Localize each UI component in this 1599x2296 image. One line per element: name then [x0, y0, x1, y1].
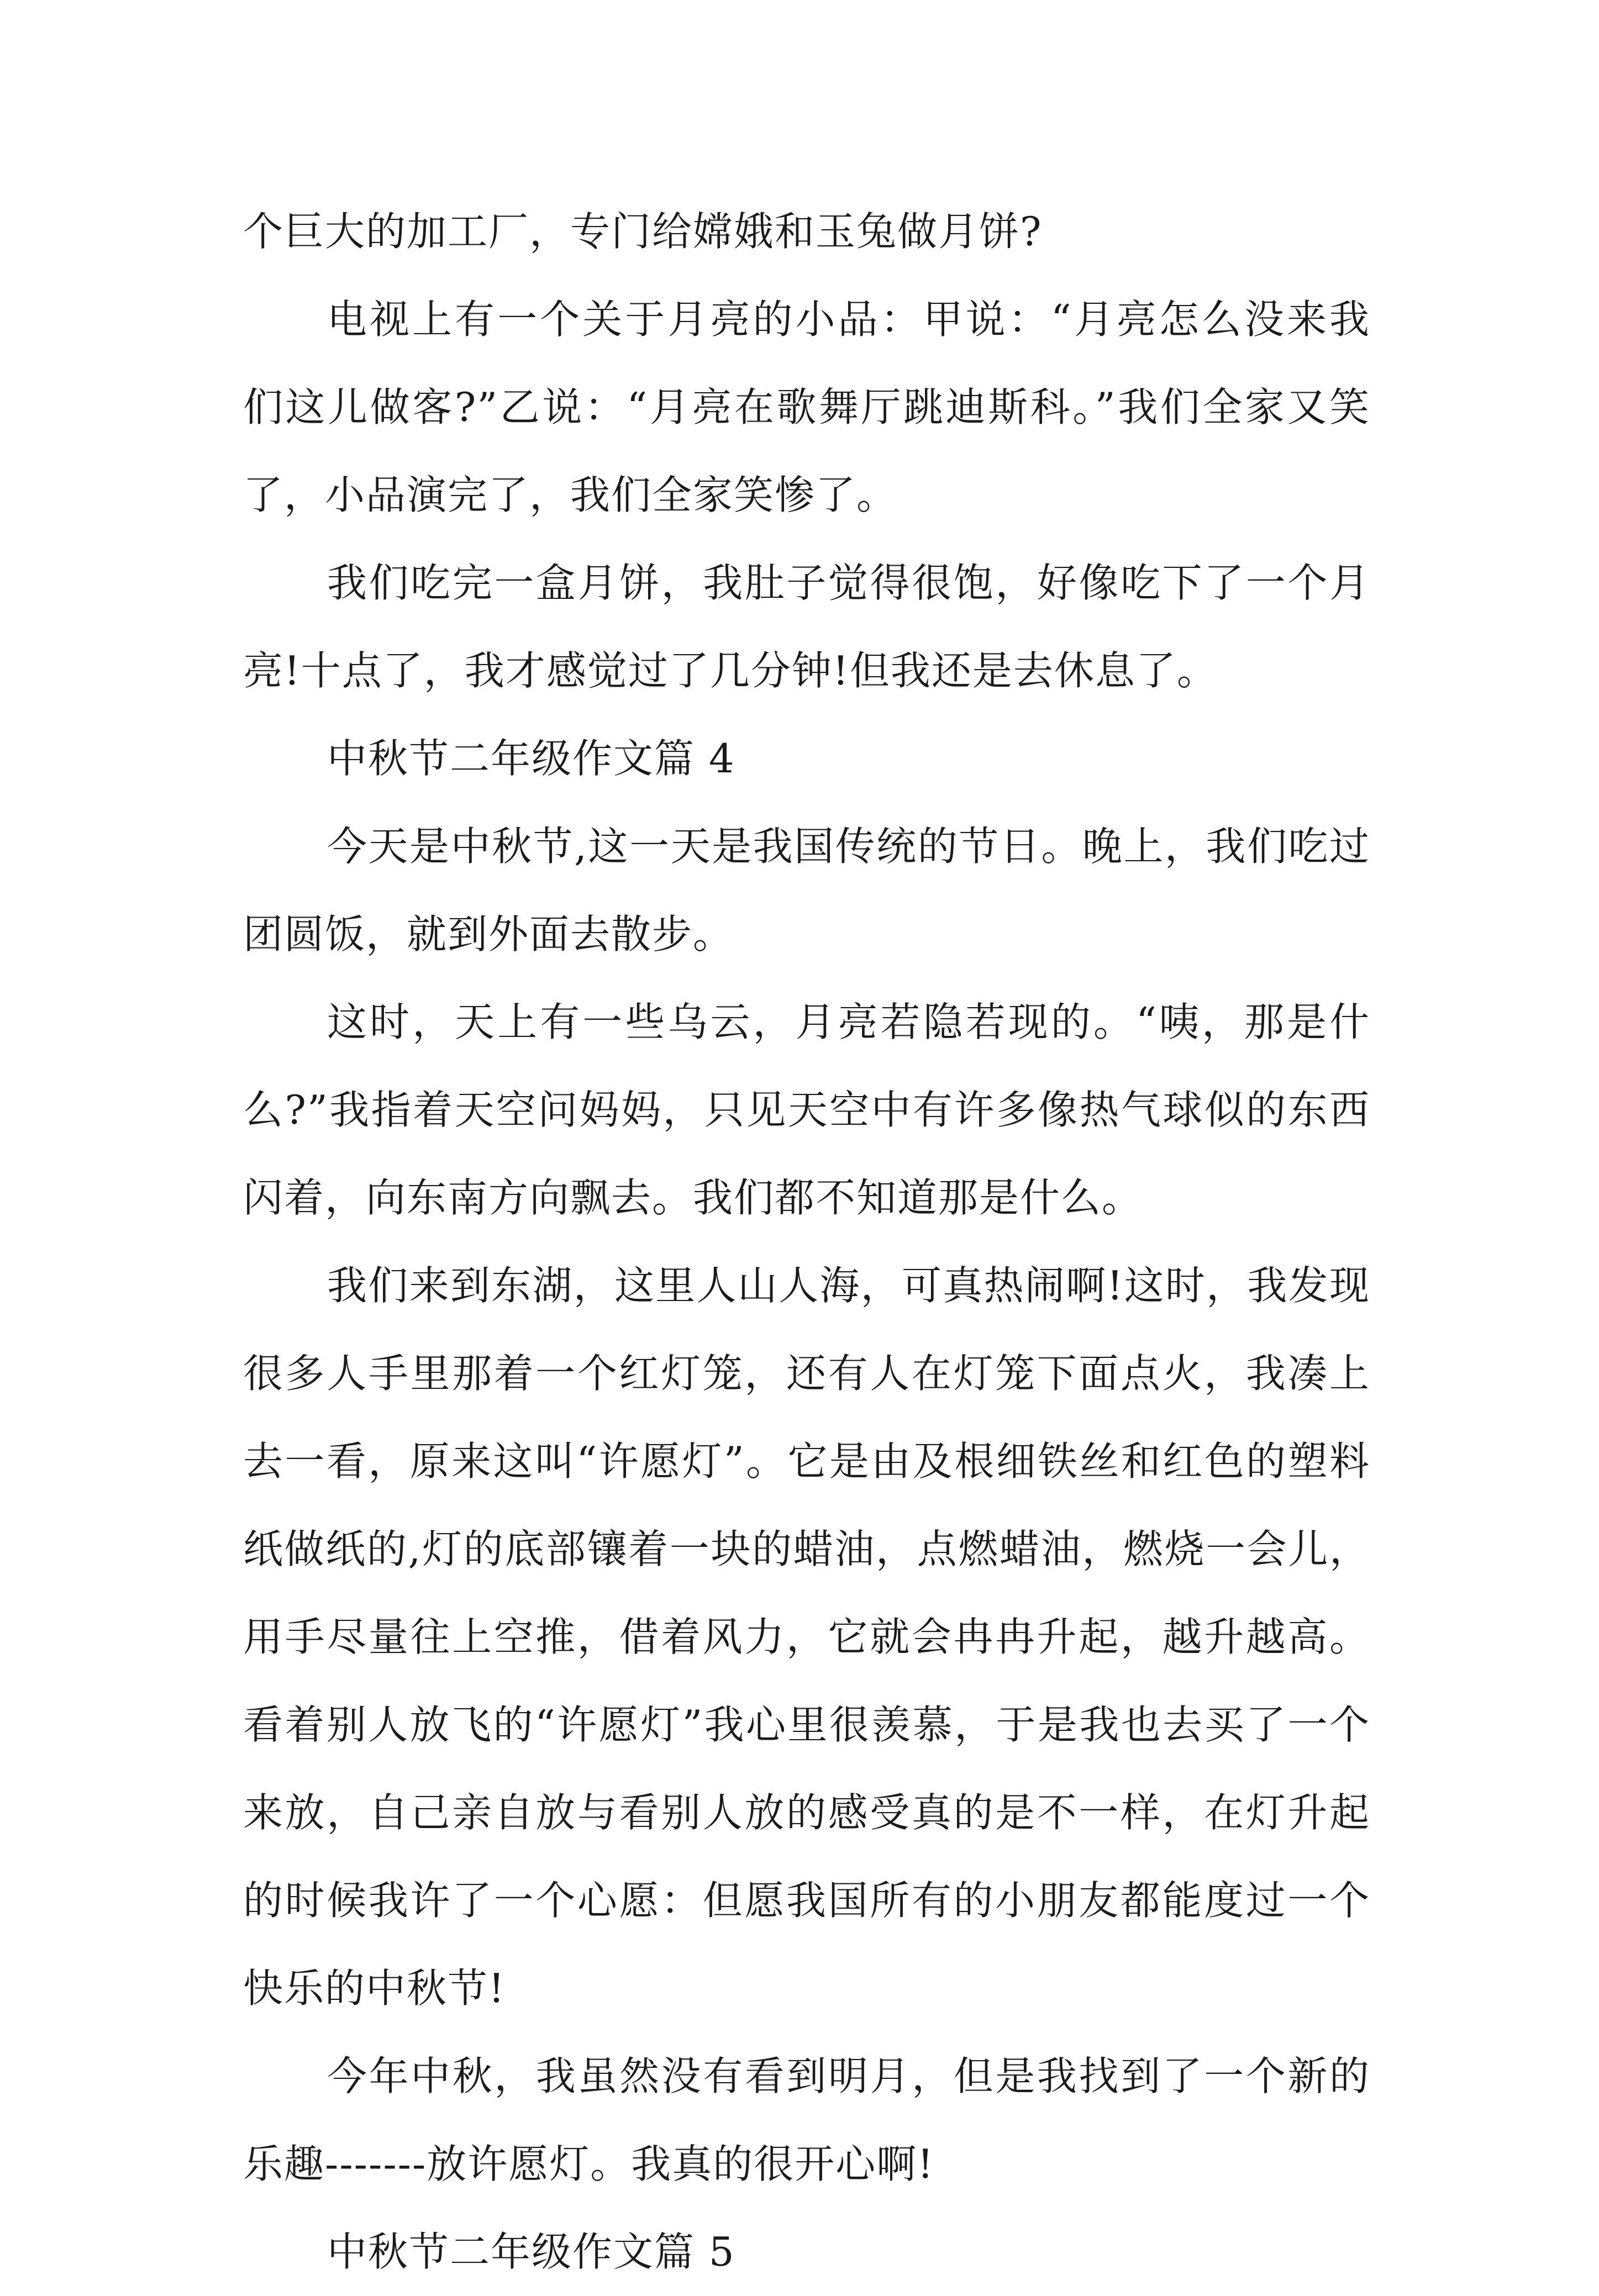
- paragraph-tv-skit: 电视上有一个关于月亮的小品：甲说：“月亮怎么没来我们这儿做客?”乙说：“月亮在歌舞厅跳迪斯科。”我们全家又笑了，小品演完了，我们全家笑惨了。: [243, 296, 1370, 518]
- paragraph-mooncake: 我们吃完一盒月饼，我肚子觉得很饱，好像吃下了一个月亮!十点了，我才感觉过了几分钟!但我还是去休息了。: [243, 560, 1370, 694]
- paragraph-dark-clouds: 这时，天上有一些乌云，月亮若隐若现的。“咦，那是什么?”我指着天空问妈妈，只见天空中有许多像热气球似的东西闪着，向东南方向飘去。我们都不知道那是什么。: [243, 999, 1370, 1221]
- section-heading-4: 中秋节二年级作文篇 4: [327, 735, 735, 782]
- paragraph-festival-intro: 今天是中秋节,这一天是我国传统的节日。晚上，我们吃过团圆饭，就到外面去散步。: [243, 823, 1370, 957]
- paragraph-wish-lantern: 我们来到东湖，这里人山人海，可真热闹啊!这时，我发现很多人手里那着一个红灯笼，还有人在灯笼下面点火，我凑上去一看，原来这叫“许愿灯”。它是由及根细铁丝和红色的塑料纸做纸的,灯的底部镶着一块的蜡油，点燃蜡油，燃烧一会儿，用手尽量往上空推，借着风力，它就会冉冉升起，越升越高。看着别人放飞的“许愿灯”我心里很羡慕，于是我也去买了一个来放，自己亲自放与看别人放的感受真的是不一样，在灯升起的时候我许了一个心愿：但愿我国所有的小朋友都能度过一个快乐的中秋节!: [243, 1262, 1370, 2011]
- paragraph-conclusion: 今年中秋，我虽然没有看到明月，但是我找到了一个新的乐趣-------放许愿灯。我真的很开心啊!: [243, 2053, 1370, 2187]
- section-heading-5: 中秋节二年级作文篇 5: [327, 2229, 735, 2275]
- document-body: [243, 188, 1370, 2296]
- paragraph-continuation: 个巨大的加工厂，专门给嫦娥和玉兔做月饼?: [243, 208, 1043, 255]
